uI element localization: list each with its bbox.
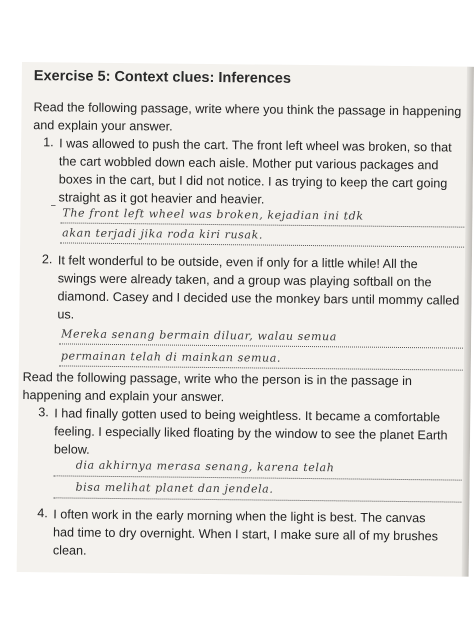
question-3-line-1: I had finally gotten used to being weightless. It became a comfortable [54,406,441,425]
instruction-1-line-1: Read the following passage, write where you think the passage in happening [33,100,462,119]
question-2-answer-line-1: Mereka senang bermain diluar, walau semua [61,327,338,344]
answer-rule [59,343,463,348]
answer-rule [53,497,461,502]
question-3-answer-line-1: dia akhirnya merasa senang, karena telah [75,458,335,475]
question-3-line-3: below. [53,442,90,457]
instruction-2-line-2: happening and explain your answer. [22,388,225,405]
instruction-1-line-2: and explain your answer. [33,118,173,134]
question-2-answer-line-2: permainan telah di mainkan semua. [60,349,282,365]
question-4-line-1: I often work in the early morning when the light is best. The canvas [53,507,426,526]
question-3-line-2: feeling. I especially liked floating by the window to see the planet Earth [54,424,448,443]
question-1-answer-line-2: akan terjadi jika roda kiri rusak. [62,226,264,242]
question-1-line-3: boxes in the cart, but I did not notice. I as trying to keep the cart going [58,172,448,191]
question-4-line-3: clean. [52,543,87,558]
exercise-title: Exercise 5: Context clues: Inferences [33,68,292,87]
question-1-answer-line-1: The front left wheel was broken, kejadian ini tdk [62,206,364,223]
answer-rule [54,475,462,480]
question-1-line-1: I was allowed to push the cart. The front left wheel was broken, so that [59,136,452,155]
question-1-line-4: straight as it got heavier and heavier. [58,190,265,207]
question-2-line-2: swings were already taken, and a group was playing softball on the [57,271,432,290]
worksheet-page [17,62,474,577]
question-2-line-3: diamond. Casey and I decided use the monkey bars until mommy called [57,289,460,308]
question-4-number: 4. [37,506,48,521]
pen-mark: – [50,198,57,212]
question-2-number: 2. [41,252,53,267]
question-2-line-4: us. [57,307,75,322]
instruction-2-line-1: Read the following passage, write who the person is in the passage in [22,370,413,389]
question-3-answer-line-2: bisa melihat planet dan jendela. [75,480,274,496]
question-1-line-2: the cart wobbled down each aisle. Mother put various packages and [58,154,439,173]
question-3-number: 3. [38,405,49,420]
question-2-line-1: It felt wonderful to be outside, even if only for a little while! All the [57,253,418,272]
question-4-line-2: had time to dry overnight. When I start, I make sure all of my brushes [53,525,439,544]
answer-rule [60,242,464,247]
page-edge-shadow [462,67,474,577]
question-1-number: 1. [43,135,54,150]
